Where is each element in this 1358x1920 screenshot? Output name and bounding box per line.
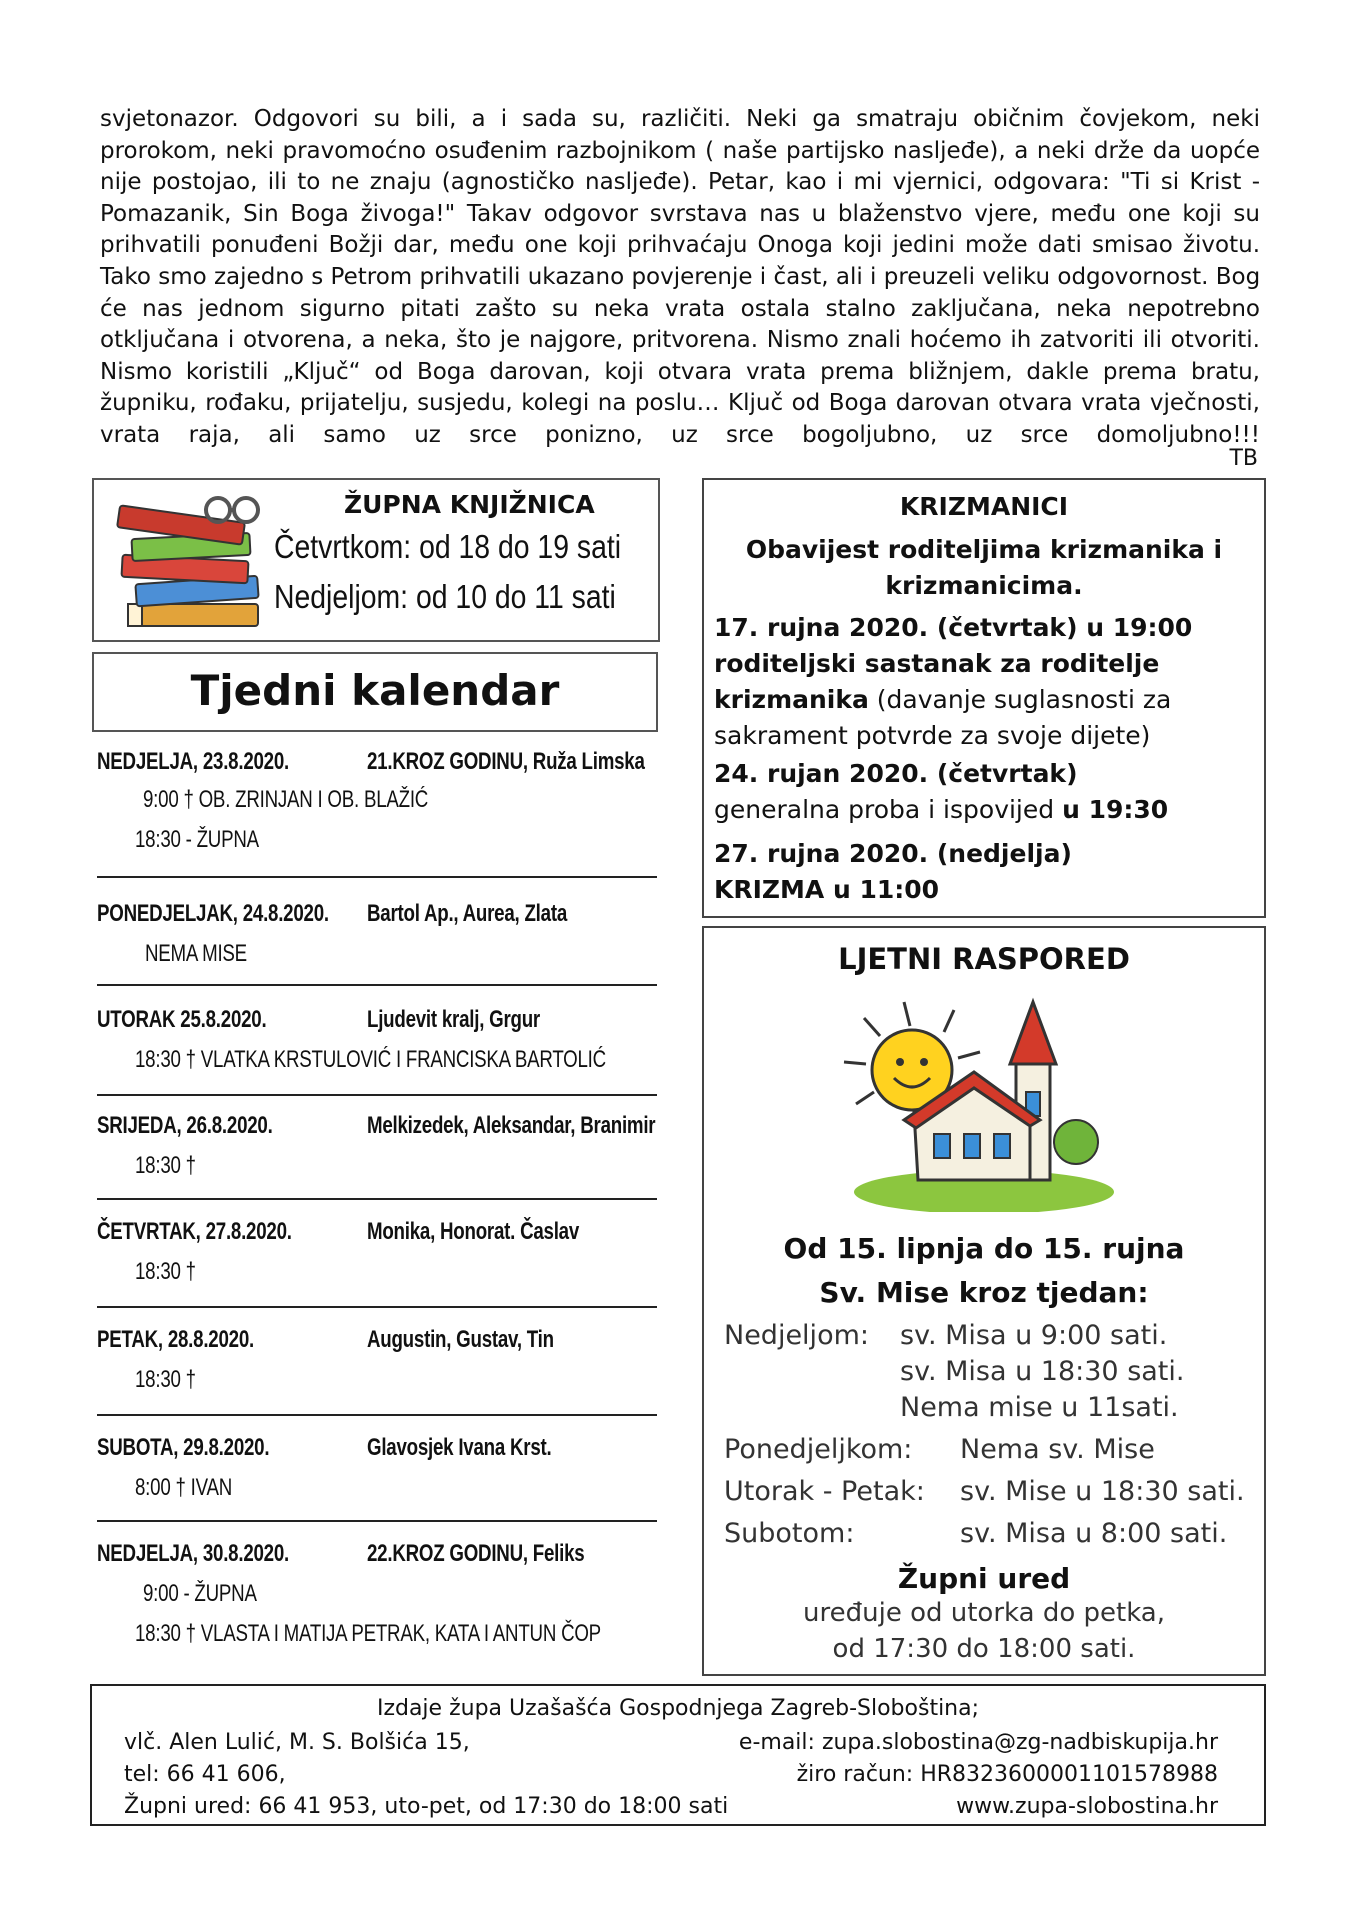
intro-line: svjetonazor. Odgovori su bili, a i sada su, različiti. Neki ga smatraju običnim čovjekom, neki <box>100 106 1260 132</box>
intro-paragraph <box>100 104 1260 452</box>
calendar-day: SRIJEDA, 26.8.2020. <box>97 1112 273 1139</box>
rehearsal-time: u 19:30 <box>1062 795 1169 824</box>
calendar-mass: 18:30 - ŽUPNA <box>135 826 259 853</box>
krizmanici-subtitle <box>704 532 1264 604</box>
intro-line: Tako smo zajedno s Petrom prihvatili ukazano povjerenje i čast, ali i preuzeli veliku odgovornost. Bog <box>100 263 1261 290</box>
footer-box <box>90 1684 1266 1826</box>
calendar-mass: 18:30 † VLASTA I MATIJA PETRAK, KATA I ANTUN ČOP <box>135 1620 601 1647</box>
intro-line: prorokom, neki pravomoćno osuđenim razbojnikom ( naše partijsko nasljeđe), a neki drže da uopće <box>100 137 1260 164</box>
meeting-text: krizmanika <box>714 685 869 714</box>
meeting-date: 17. rujna 2020. (četvrtak) u 19:00 <box>714 613 1193 642</box>
calendar-saint: Monika, Honorat. Časlav <box>367 1218 580 1245</box>
calendar-saint: Melkizedek, Aleksandar, Branimir <box>367 1112 656 1139</box>
calendar-divider <box>97 1094 657 1096</box>
library-box <box>92 478 660 642</box>
calendar-divider <box>97 1198 657 1200</box>
krizmanici-confirmation <box>714 836 1254 908</box>
intro-line: otključana i otvorena, a neka, što je najgore, pritvorena. Nismo znali hoćemo ih zatvoriti ili otvoriti. <box>100 327 1260 354</box>
summer-period: Od 15. lipnja do 15. rujna <box>783 1232 1185 1265</box>
library-title: ŽUPNA KNJIŽNICA <box>344 490 595 519</box>
krizmanici-rehearsal <box>714 756 1254 828</box>
calendar-divider <box>97 1306 657 1308</box>
footer-phone: tel: 66 41 606, <box>124 1762 286 1787</box>
office-title: Župni ured <box>897 1562 1071 1595</box>
saturday-text: sv. Misa u 8:00 sati. <box>960 1518 1228 1549</box>
office-hours-line: od 17:30 do 18:00 sati. <box>832 1634 1136 1664</box>
meeting-note: sakrament potvrde za svoje dijete) <box>714 721 1151 750</box>
confirmation-date: 27. rujna 2020. (nedjelja) <box>714 839 1072 868</box>
krizmanici-box <box>702 478 1266 918</box>
intro-line: vrata raja, ali samo uz srce ponizno, uz srce bogoljubno, uz srce domoljubno!!! <box>100 421 1260 448</box>
calendar-title-box <box>92 652 658 732</box>
meeting-note: (davanje suglasnosti za <box>868 685 1172 714</box>
confirmation-time: KRIZMA u 11:00 <box>714 875 940 904</box>
calendar-divider <box>97 984 657 986</box>
calendar-title: Tjedni kalendar <box>190 666 560 715</box>
calendar-divider <box>97 1520 657 1522</box>
calendar-saint: Glavosjek Ivana Krst. <box>367 1434 552 1461</box>
library-thursday-hours: Četvrtkom: od 18 do 19 sati <box>274 528 622 565</box>
footer-publisher: Izdaje župa Uzašašća Gospodnjega Zagreb-Sloboština; <box>376 1696 980 1721</box>
sunday-label: Nedjeljom: <box>724 1320 869 1351</box>
mass-heading: Sv. Mise kroz tjedan: <box>819 1276 1149 1309</box>
calendar-saint: Ljudevit kralj, Grgur <box>367 1006 540 1033</box>
calendar-mass: 18:30 † <box>135 1366 196 1393</box>
calendar-day: NEDJELJA, 23.8.2020. <box>97 748 290 775</box>
calendar-mass: 8:00 † IVAN <box>135 1474 232 1501</box>
calendar-mass: NEMA MISE <box>145 940 247 967</box>
calendar-mass: 18:30 † VLATKA KRSTULOVIĆ I FRANCISKA BARTOLIĆ <box>135 1046 606 1073</box>
calendar-day: ČETVRTAK, 27.8.2020. <box>97 1218 292 1245</box>
footer-office: Župni ured: 66 41 953, uto-pet, od 17:30 do 18:00 sati <box>124 1794 729 1819</box>
meeting-text: roditeljski sastanak za roditelje <box>714 649 1160 678</box>
summer-schedule-title: LJETNI RASPORED <box>838 942 1130 976</box>
krizmanici-subtitle-line: Obavijest roditeljima krizmanika i <box>745 535 1223 564</box>
footer-email: e-mail: zupa.slobostina@zg-nadbiskupija.hr <box>738 1730 1218 1755</box>
calendar-mass: 18:30 † <box>135 1152 196 1179</box>
calendar-day: PONEDJELJAK, 24.8.2020. <box>97 900 329 927</box>
calendar-mass: 9:00 - ŽUPNA <box>143 1580 257 1607</box>
sunday-note: Nema mise u 11sati. <box>900 1392 1179 1423</box>
monday-label: Ponedjeljkom: <box>724 1434 913 1465</box>
library-sunday-hours: Nedjeljom: od 10 do 11 sati <box>274 578 616 615</box>
calendar-saint: Augustin, Gustav, Tin <box>367 1326 554 1353</box>
calendar-mass: 9:00 † OB. ZRINJAN I OB. BLAŽIĆ <box>143 786 429 813</box>
intro-line: će nas jednom sigurno pitati zašto su neka vrata ostala stalno zaključana, neka nepotrebno <box>100 295 1260 322</box>
footer-account: žiro račun: HR8323600001101578988 <box>796 1762 1218 1787</box>
saturday-label: Subotom: <box>724 1518 855 1549</box>
intro-line: župniku, rođaku, prijatelju, susjedu, kolegi na poslu… Ključ od Boga darovan otvara vrata vječnosti, <box>100 390 1260 417</box>
author-signature: TB <box>1229 446 1258 471</box>
intro-line: Nismo koristili „Ključ“ od Boga darovan, koji otvara vrata prema bližnjem, dakle prema bratu, <box>100 358 1260 385</box>
summer-schedule-box <box>702 926 1266 1676</box>
calendar-saint: 21.KROZ GODINU, Ruža Limska <box>367 748 645 775</box>
books-icon <box>108 492 278 632</box>
sunday-mass-1: sv. Misa u 9:00 sati. <box>900 1320 1168 1351</box>
krizmanici-subtitle-line: krizmanicima. <box>885 571 1083 600</box>
sunday-mass-2: sv. Misa u 18:30 sati. <box>900 1356 1185 1387</box>
weekday-text: sv. Mise u 18:30 sati. <box>960 1476 1245 1507</box>
office-hours-line: uređuje od utorka do petka, <box>803 1598 1165 1628</box>
calendar-divider <box>97 876 657 878</box>
calendar-day: PETAK, 28.8.2020. <box>97 1326 254 1353</box>
footer-website: www.zupa-slobostina.hr <box>956 1794 1218 1819</box>
weekday-label: Utorak - Petak: <box>724 1476 925 1507</box>
krizmanici-meeting <box>714 610 1254 754</box>
krizmanici-title: KRIZMANICI <box>899 492 1069 521</box>
intro-line: prihvatili ponuđeni Božji dar, među one koji prihvaćaju Onoga koji jedini može dati smisao životu. <box>100 232 1260 259</box>
calendar-day: NEDJELJA, 30.8.2020. <box>97 1540 290 1567</box>
monday-text: Nema sv. Mise <box>960 1434 1155 1465</box>
calendar-day: SUBOTA, 29.8.2020. <box>97 1434 270 1461</box>
calendar-saint: 22.KROZ GODINU, Feliks <box>367 1540 585 1567</box>
church-sun-icon <box>834 992 1114 1212</box>
rehearsal-date: 24. rujan 2020. (četvrtak) <box>714 759 1078 788</box>
footer-address: vlč. Alen Lulić, M. S. Bolšića 15, <box>124 1730 470 1755</box>
intro-line: Pomazanik, Sin Boga živoga!" Takav odgovor svrstava nas u blaženstvo vjere, među one koji su <box>100 200 1260 227</box>
calendar-divider <box>97 1414 657 1416</box>
rehearsal-text: generalna proba i ispovijed <box>714 795 1063 824</box>
calendar-day: UTORAK 25.8.2020. <box>97 1006 267 1033</box>
intro-line: nije postojao, ili to ne znaju (agnostičko nasljeđe). Petar, kao i mi vjernici, odgovara: "Ti si Krist - <box>100 169 1260 196</box>
calendar-mass: 18:30 † <box>135 1258 196 1285</box>
calendar-saint: Bartol Ap., Aurea, Zlata <box>367 900 567 927</box>
